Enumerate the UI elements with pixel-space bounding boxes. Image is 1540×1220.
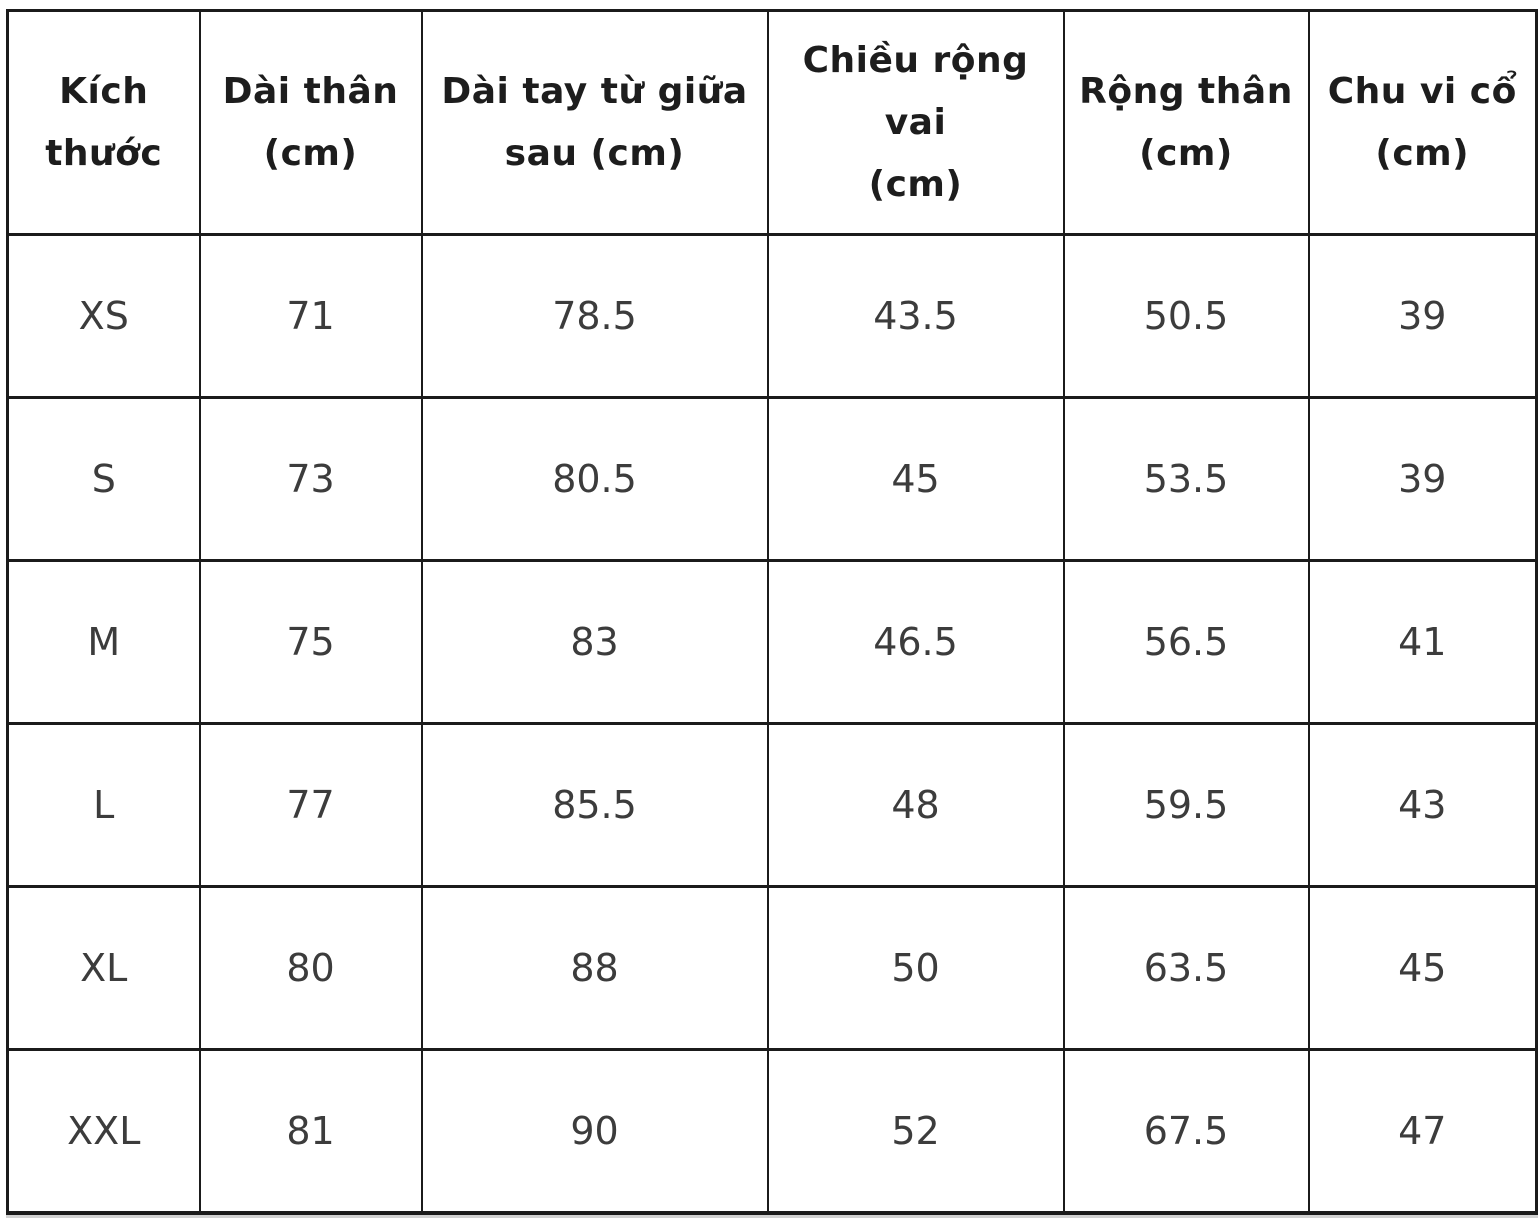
cell-neck-circumference: 45 <box>1309 887 1537 1050</box>
table-row-l <box>8 724 1537 887</box>
table-row-s <box>8 398 1537 561</box>
cell-shoulder-width: 48 <box>768 724 1064 887</box>
header-shoulder-width <box>768 11 1064 235</box>
cell-shoulder-width: 45 <box>768 398 1064 561</box>
cell-neck-circumference: 41 <box>1309 561 1537 724</box>
cell-neck-circumference: 39 <box>1309 235 1537 398</box>
cell-sleeve-length: 90 <box>422 1050 768 1213</box>
cell-size: XXL <box>8 1050 200 1213</box>
cell-body-width: 67.5 <box>1064 1050 1309 1213</box>
cell-shoulder-width: 43.5 <box>768 235 1064 398</box>
header-line: Rộng thân <box>1079 70 1293 112</box>
table-header <box>8 11 1537 235</box>
cell-sleeve-length: 80.5 <box>422 398 768 561</box>
cell-body-width: 53.5 <box>1064 398 1309 561</box>
header-line: (cm) <box>1139 132 1233 174</box>
header-line: thước <box>45 132 163 174</box>
cell-size: L <box>8 724 200 887</box>
cell-body-width: 56.5 <box>1064 561 1309 724</box>
cell-body-length: 80 <box>200 887 422 1050</box>
cell-body-length: 71 <box>200 235 422 398</box>
table-row-xxl <box>8 1050 1537 1213</box>
size-chart-table <box>6 9 1538 1215</box>
table-row-m <box>8 561 1537 724</box>
header-line: Dài thân <box>222 70 399 112</box>
cell-size: XL <box>8 887 200 1050</box>
header-line: Chiều rộng vai <box>802 39 1029 143</box>
cell-body-length: 81 <box>200 1050 422 1213</box>
cell-body-length: 73 <box>200 398 422 561</box>
header-body-width <box>1064 11 1309 235</box>
header-line: Chu vi cổ <box>1327 70 1517 112</box>
cell-sleeve-length: 88 <box>422 887 768 1050</box>
header-line: (cm) <box>263 132 358 174</box>
header-sleeve-length <box>422 11 768 235</box>
cell-neck-circumference: 43 <box>1309 724 1537 887</box>
cell-body-length: 75 <box>200 561 422 724</box>
table-row-xl <box>8 887 1537 1050</box>
header-neck-circumference <box>1309 11 1537 235</box>
header-line: (cm) <box>868 163 963 205</box>
cell-sleeve-length: 83 <box>422 561 768 724</box>
cell-body-width: 63.5 <box>1064 887 1309 1050</box>
cell-sleeve-length: 85.5 <box>422 724 768 887</box>
cell-body-width: 50.5 <box>1064 235 1309 398</box>
table-body <box>8 235 1537 1213</box>
header-size <box>8 11 200 235</box>
cell-size: XS <box>8 235 200 398</box>
cell-sleeve-length: 78.5 <box>422 235 768 398</box>
table-row-xs <box>8 235 1537 398</box>
cell-neck-circumference: 39 <box>1309 398 1537 561</box>
cell-neck-circumference: 47 <box>1309 1050 1537 1213</box>
header-body-length <box>200 11 422 235</box>
cell-size: M <box>8 561 200 724</box>
cell-shoulder-width: 52 <box>768 1050 1064 1213</box>
cell-body-width: 59.5 <box>1064 724 1309 887</box>
header-row <box>8 11 1537 235</box>
header-line: Kích <box>59 70 149 112</box>
header-line: sau (cm) <box>504 132 685 174</box>
cell-shoulder-width: 50 <box>768 887 1064 1050</box>
cell-body-length: 77 <box>200 724 422 887</box>
header-line: Dài tay từ giữa <box>441 70 748 112</box>
header-line: (cm) <box>1375 132 1470 174</box>
cell-size: S <box>8 398 200 561</box>
cell-shoulder-width: 46.5 <box>768 561 1064 724</box>
